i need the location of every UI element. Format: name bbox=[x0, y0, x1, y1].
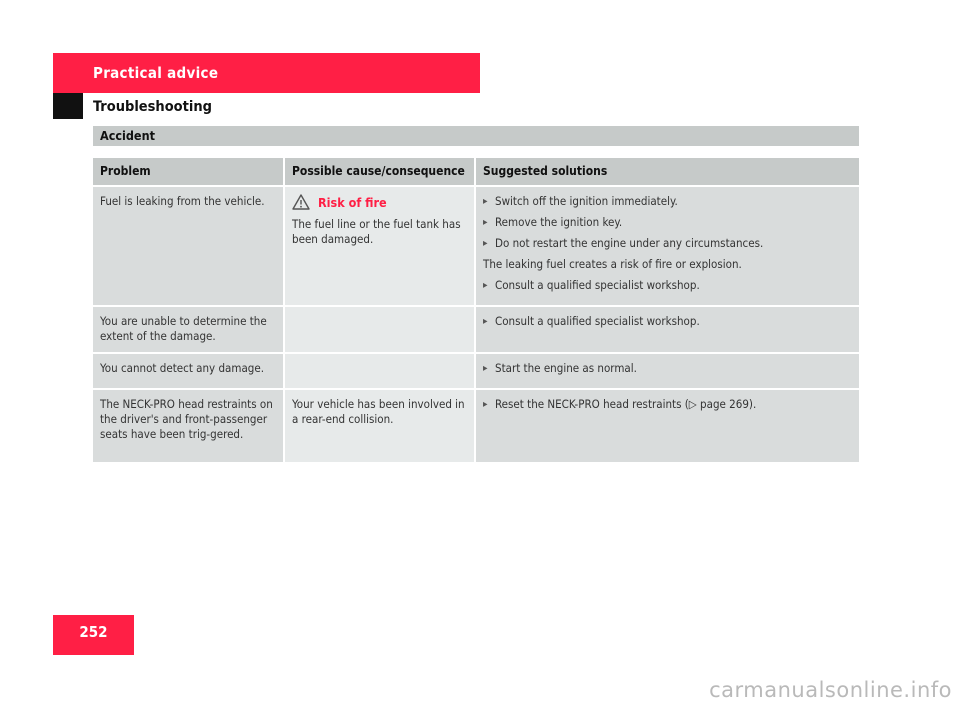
chapter-header bbox=[53, 53, 480, 93]
solutions-cell bbox=[475, 353, 859, 389]
cause-cell bbox=[284, 186, 475, 306]
problem-cell: You cannot detect any damage. bbox=[93, 353, 284, 389]
arrow-right-icon: ▸ bbox=[483, 280, 488, 291]
table-title-bar bbox=[93, 126, 859, 146]
step-text: Consult a qualified specialist workshop. bbox=[495, 314, 700, 328]
solution-step bbox=[483, 314, 852, 329]
section-marker bbox=[53, 93, 83, 119]
solution-note: The leaking fuel creates a risk of fire or explosion. bbox=[483, 257, 742, 271]
troubleshooting-table bbox=[93, 158, 859, 464]
solution-step bbox=[483, 278, 852, 293]
column-header-problem: Problem bbox=[93, 158, 284, 186]
table-row bbox=[93, 306, 859, 353]
step-text: Consult a qualified specialist workshop. bbox=[495, 278, 700, 292]
solution-step bbox=[483, 194, 852, 209]
arrow-right-icon: ▸ bbox=[483, 316, 488, 327]
solution-step bbox=[483, 361, 852, 376]
table-row bbox=[93, 389, 859, 463]
problem-cell: The NECK-PRO head restraints on the driver's and front-passenger seats have been trig-gered. bbox=[93, 389, 284, 463]
solutions-cell bbox=[475, 186, 859, 306]
problem-cell: Fuel is leaking from the vehicle. bbox=[93, 186, 284, 306]
step-text: Switch off the ignition immediately. bbox=[495, 194, 678, 208]
watermark: carmanualsonline.info bbox=[709, 678, 952, 702]
solution-step bbox=[483, 397, 852, 412]
problem-cell: You are unable to determine the extent of the damage. bbox=[93, 306, 284, 353]
arrow-right-icon: ▸ bbox=[483, 399, 488, 410]
solutions-cell bbox=[475, 306, 859, 353]
step-text: Do not restart the engine under any circumstances. bbox=[495, 236, 764, 250]
arrow-right-icon: ▸ bbox=[483, 238, 488, 249]
step-text: Remove the ignition key. bbox=[495, 215, 623, 229]
table-row bbox=[93, 186, 859, 306]
solutions-cell bbox=[475, 389, 859, 463]
table-header-row bbox=[93, 158, 859, 186]
arrow-right-icon: ▸ bbox=[483, 217, 488, 228]
chapter-title: Practical advice bbox=[93, 64, 219, 82]
cause-cell bbox=[284, 306, 475, 353]
step-text: Start the engine as normal. bbox=[495, 361, 637, 375]
cause-cell: Your vehicle has been involved in a rear-end collision. bbox=[284, 389, 475, 463]
column-header-cause: Possible cause/consequence bbox=[284, 158, 475, 186]
risk-heading bbox=[292, 194, 467, 210]
arrow-right-icon: ▸ bbox=[483, 196, 488, 207]
risk-title: Risk of fire bbox=[318, 194, 387, 210]
arrow-right-icon: ▸ bbox=[483, 363, 488, 374]
column-header-solutions: Suggested solutions bbox=[475, 158, 859, 186]
cause-cell bbox=[284, 353, 475, 389]
section-title: Troubleshooting bbox=[93, 99, 212, 115]
page-number: 252 bbox=[53, 615, 134, 655]
solution-step bbox=[483, 215, 852, 230]
table-title: Accident bbox=[100, 128, 155, 143]
solution-step bbox=[483, 236, 852, 251]
step-text: Reset the NECK-PRO head restraints (▷ page 269). bbox=[495, 397, 757, 411]
table-row bbox=[93, 353, 859, 389]
warning-triangle-icon bbox=[292, 194, 310, 210]
cause-text: The fuel line or the fuel tank has been damaged. bbox=[292, 217, 461, 246]
